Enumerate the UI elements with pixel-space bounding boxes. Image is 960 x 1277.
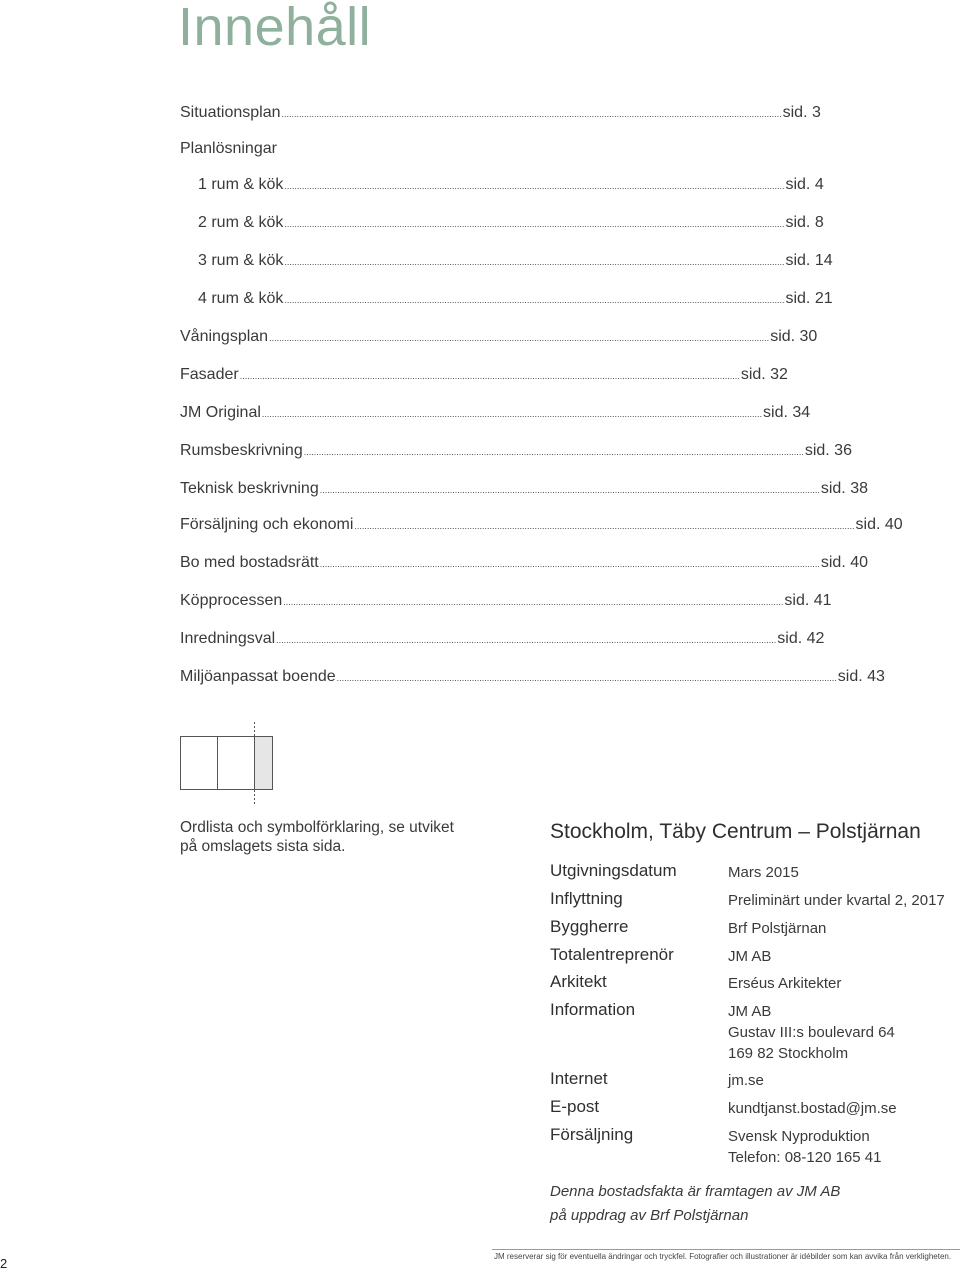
toc-entry: [180, 630, 825, 654]
fact-label: Byggherre: [550, 917, 629, 936]
toc-leader-dots: ........................................................................................................................................................................................................: [276, 635, 777, 645]
toc-entry-label: Rumsbeskrivning: [180, 442, 303, 459]
toc-entry: [180, 592, 832, 616]
toc-entry-label: JM Original: [180, 404, 261, 421]
fact-value-line: Gustav III:s boulevard 64: [728, 1024, 895, 1041]
toc-entry-page: sid. 40: [820, 554, 868, 571]
fact-value: [728, 918, 826, 939]
toc-entry-label: 3 rum & kök: [198, 252, 284, 269]
fact-label: Information: [550, 1000, 636, 1019]
toc-entry-page: sid. 14: [785, 252, 833, 269]
toc-entry-label: Situationsplan: [180, 104, 281, 121]
fact-value-line: Brf Polstjärnan: [728, 920, 827, 937]
glossary-note-line: på omslagets sista sida.: [180, 838, 346, 855]
fact-value-line: kundtjanst.bostad@jm.se: [728, 1100, 897, 1117]
fact-label: Inflyttning: [550, 889, 623, 908]
fact-value-line: jm.se: [728, 1072, 764, 1089]
toc-entry-label: Våningsplan: [180, 328, 269, 345]
toc-entry-page: sid. 34: [763, 404, 811, 421]
toc-entry-label: 1 rum & kök: [198, 176, 284, 193]
fact-label: Internet: [550, 1069, 608, 1088]
fact-label: Totalentreprenör: [550, 945, 674, 964]
fact-value: [728, 1098, 897, 1119]
fact-label: Utgivningsdatum: [550, 861, 677, 880]
page-title: Innehåll: [178, 0, 372, 57]
toc-leader-dots: ........................................................................................................................................................................................................: [284, 257, 785, 267]
toc-leader-dots: ........................................................................................................................................................................................................: [354, 521, 855, 531]
fact-value-line: 169 82 Stockholm: [728, 1045, 849, 1062]
fact-value-line: Mars 2015: [728, 864, 799, 881]
toc-entry-page: sid. 21: [785, 290, 833, 307]
toc-entry-page: sid. 38: [820, 480, 868, 497]
fact-value: [728, 862, 799, 883]
toc-entry-page: sid. 41: [784, 592, 832, 609]
toc-leader-dots: ........................................................................................................................................................................................................: [261, 409, 763, 419]
page-number: 2: [0, 1256, 8, 1271]
credit-line: Denna bostadsfakta är framtagen av JM AB: [550, 1183, 841, 1200]
fact-value-line: Telefon: 08-120 165 41: [728, 1149, 882, 1166]
toc-entry-label: Teknisk beskrivning: [180, 480, 319, 497]
toc-entry-page: sid. 43: [837, 668, 885, 685]
credit-note: [550, 1180, 840, 1228]
toc-entry: [180, 442, 852, 466]
fact-value: [728, 946, 771, 967]
project-title: Stockholm, Täby Centrum – Polstjärnan: [550, 820, 921, 843]
footer-divider: [492, 1249, 960, 1250]
fact-value-line: JM AB: [728, 1003, 772, 1020]
glossary-note-line: Ordlista och symbolförklaring, se utviket: [180, 819, 454, 836]
toc-entry-label: Inredningsval: [180, 630, 276, 647]
toc-entry: [198, 214, 824, 238]
toc-leader-dots: ........................................................................................................................................................................................................: [319, 559, 820, 569]
toc-entry: [180, 516, 903, 540]
fact-value: [728, 1070, 764, 1091]
toc-leader-dots: ........................................................................................................................................................................................................: [284, 295, 785, 305]
toc-entry-label: Bo med bostadsrätt: [180, 554, 319, 571]
toc-entry: [180, 554, 868, 578]
fact-label: Arkitekt: [550, 972, 607, 991]
toc-entry-label: Planlösningar: [180, 140, 277, 157]
toc-entry-page: sid. 8: [785, 214, 824, 231]
toc-leader-dots: ........................................................................................................................................................................................................: [281, 109, 782, 119]
toc-entry: [198, 290, 833, 314]
fact-value: [728, 973, 841, 994]
fact-value-line: Erséus Arkitekter: [728, 975, 842, 992]
toc-entry-page: sid. 32: [740, 366, 788, 383]
fact-value: [728, 1126, 881, 1168]
toc-entry: [180, 328, 818, 352]
toc-leader-dots: ........................................................................................................................................................................................................: [283, 597, 784, 607]
toc-entry: [180, 480, 868, 504]
toc-entry-label: Köpprocessen: [180, 592, 283, 609]
toc-leader-dots: ........................................................................................................................................................................................................: [269, 333, 770, 343]
fact-value-line: JM AB: [728, 948, 772, 965]
toc-entry-page: sid. 36: [804, 442, 852, 459]
fact-value-line: Svensk Nyproduktion: [728, 1128, 870, 1145]
glossary-note: [180, 818, 490, 856]
toc-entry-page: sid. 42: [777, 630, 825, 647]
toc-entry: [180, 366, 788, 390]
fact-label: E-post: [550, 1097, 600, 1116]
toc-entry-page: sid. 40: [855, 516, 903, 533]
toc-entry: [180, 104, 821, 128]
toc-leader-dots: ........................................................................................................................................................................................................: [239, 371, 740, 381]
toc-entry-label: Miljöanpassat boende: [180, 668, 336, 685]
fact-value: [728, 1001, 895, 1064]
toc-entry-page: sid. 4: [785, 176, 824, 193]
toc-entry: [180, 404, 811, 428]
toc-leader-dots: ........................................................................................................................................................................................................: [284, 181, 785, 191]
credit-line: på uppdrag av Brf Polstjärnan: [550, 1207, 749, 1224]
fact-value-line: Preliminärt under kvartal 2, 2017: [728, 892, 945, 909]
toc-entry-label: 2 rum & kök: [198, 214, 284, 231]
toc-leader-dots: ........................................................................................................................................................................................................: [319, 485, 820, 495]
toc-entry: [198, 252, 833, 276]
toc-entry: [180, 668, 885, 692]
toc-entry: [180, 140, 277, 164]
footer-disclaimer: JM reserverar sig för eventuella ändringar och tryckfel. Fotografier och illustrationer är idébilder som kan avvika från verkligheten.: [494, 1252, 952, 1261]
fact-value: [728, 890, 945, 911]
toc-entry-label: Försäljning och ekonomi: [180, 516, 354, 533]
toc-entry-page: sid. 30: [770, 328, 818, 345]
toc-entry: [198, 176, 824, 200]
toc-entry-label: 4 rum & kök: [198, 290, 284, 307]
toc-leader-dots: ........................................................................................................................................................................................................: [336, 673, 837, 683]
fold-out-symbol-icon: [180, 722, 280, 804]
toc-leader-dots: ........................................................................................................................................................................................................: [284, 219, 785, 229]
toc-entry-page: sid. 3: [782, 104, 821, 121]
fact-label: Försäljning: [550, 1125, 634, 1144]
toc-entry-label: Fasader: [180, 366, 239, 383]
toc-leader-dots: ........................................................................................................................................................................................................: [303, 447, 804, 457]
